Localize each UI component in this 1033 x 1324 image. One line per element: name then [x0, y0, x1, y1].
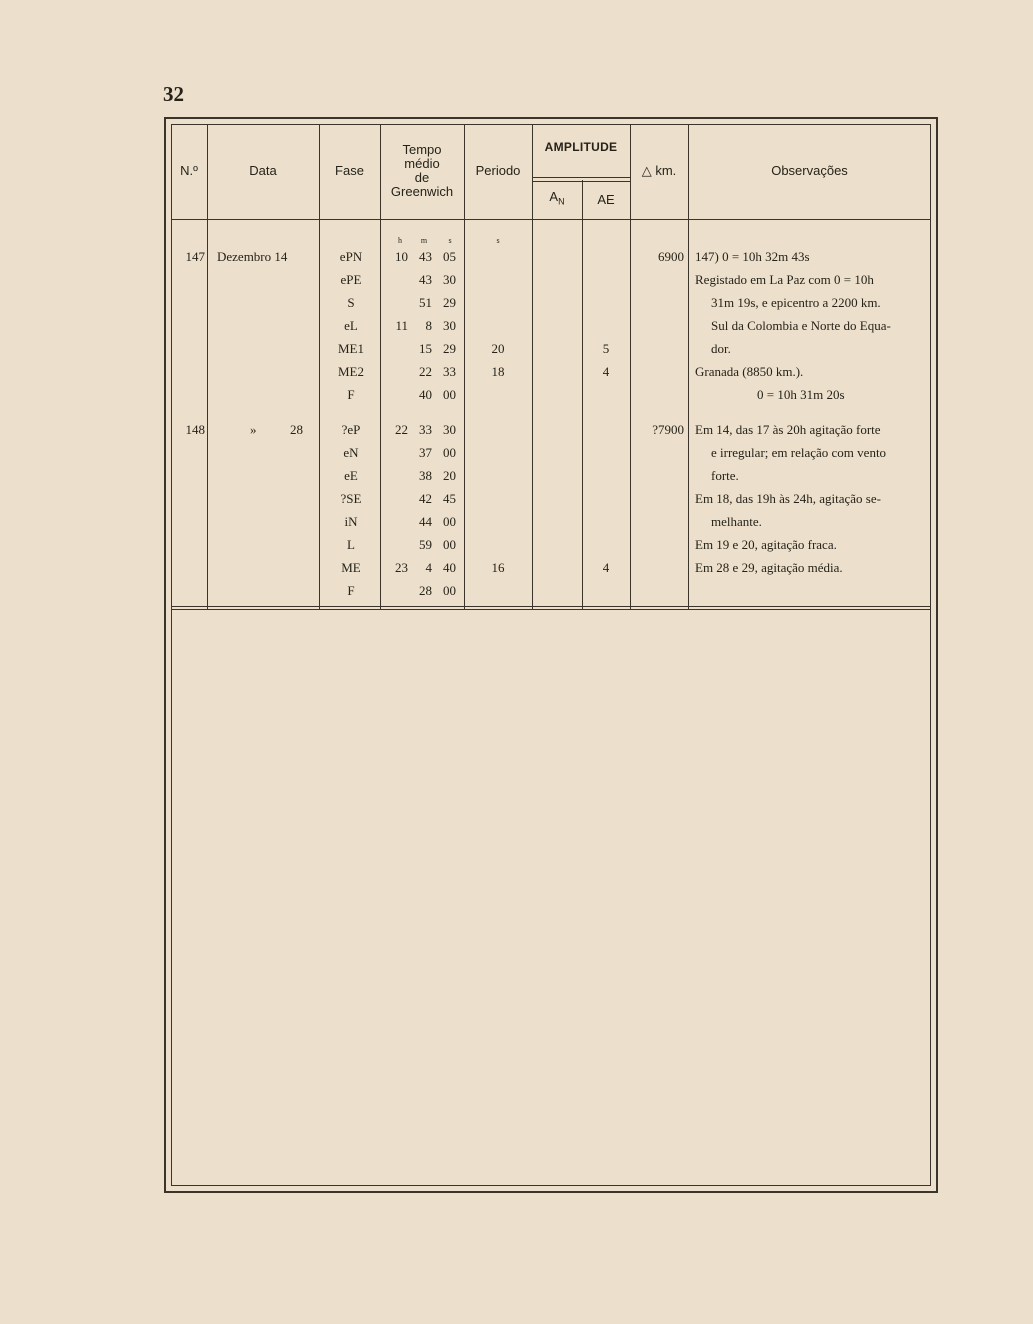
second-cell: 30: [443, 318, 456, 333]
fase-cell: F: [347, 583, 355, 598]
observation-line: Em 18, das 19h às 24h, agitação se-: [695, 491, 881, 506]
header-periodo: Periodo: [475, 163, 521, 178]
observation-line: Em 28 e 29, agitação média.: [695, 560, 843, 575]
minute-cell: 40: [419, 387, 432, 402]
record-148-date-day: 28: [290, 422, 303, 437]
observation-line: 31m 19s, e epicentro a 2200 km.: [711, 295, 881, 310]
minute-cell: 8: [425, 318, 432, 333]
record-147-observations: [695, 245, 933, 406]
observation-line: Em 19 e 20, agitação fraca.: [695, 537, 837, 552]
hour-cell: 22: [395, 422, 408, 437]
fase-cell: ME1: [338, 341, 364, 356]
header-an-letter: A: [549, 189, 559, 204]
ae-cell: 4: [602, 560, 610, 575]
amplitude-rule-2: [532, 181, 630, 182]
observation-line: melhante.: [711, 514, 762, 529]
record-147-date: Dezembro 14: [217, 249, 288, 264]
fase-cell: ME2: [338, 364, 364, 379]
periodo-cell: 20: [491, 341, 505, 356]
second-cell: 40: [443, 560, 456, 575]
hour-cell: 23: [395, 560, 408, 575]
minute-cell: 4: [425, 560, 432, 575]
delta-cell: ?7900: [652, 422, 684, 437]
body-bottom-rule-1: [171, 606, 931, 607]
ae-cell: 5: [602, 341, 610, 356]
minute-cell: 42: [419, 491, 432, 506]
unit-periodo: s: [496, 236, 500, 245]
record-148-num: 148: [185, 422, 205, 437]
col-rule-delta: [630, 124, 631, 610]
col-rule-ae: [582, 180, 583, 610]
header-tempo-line-2: médio: [404, 156, 440, 171]
header-ae: AE: [597, 192, 615, 207]
fase-cell: eE: [344, 468, 358, 483]
minute-cell: 28: [419, 583, 432, 598]
minute-cell: 44: [419, 514, 432, 529]
unit-hours: h: [398, 236, 402, 245]
page-number: 32: [163, 82, 184, 106]
col-rule-periodo: [464, 124, 465, 610]
minute-cell: 37: [419, 445, 432, 460]
record-148-date-ditto: »: [250, 422, 257, 437]
second-cell: 00: [443, 387, 456, 402]
header-observacoes: Observações: [771, 163, 848, 178]
minute-cell: 43: [419, 249, 432, 264]
observation-line: Sul da Colombia e Norte do Equa-: [711, 318, 891, 333]
col-rule-fase: [319, 124, 320, 610]
second-cell: 33: [443, 364, 456, 379]
header-tempo-line-1: Tempo: [402, 142, 442, 157]
fase-cell: L: [347, 537, 355, 552]
amplitude-rule-1: [532, 177, 630, 178]
delta-cell: 6900: [658, 249, 684, 264]
second-cell: 00: [443, 583, 456, 598]
fase-cell: ?SE: [340, 491, 362, 506]
second-cell: 00: [443, 514, 456, 529]
second-cell: 00: [443, 537, 456, 552]
second-cell: 00: [443, 445, 456, 460]
hour-cell: 10: [395, 249, 408, 264]
second-cell: 05: [443, 249, 456, 264]
periodo-cell: 18: [491, 364, 505, 379]
fase-cell: S: [347, 295, 355, 310]
body-bottom-rule-2: [171, 609, 931, 610]
unit-minutes: m: [420, 236, 428, 245]
observation-line: 0 = 10h 31m 20s: [757, 387, 845, 402]
minute-cell: 51: [419, 295, 432, 310]
observation-line: e irregular; em relação com vento: [711, 445, 887, 460]
header-tempo-line-3: de: [414, 170, 430, 185]
minute-cell: 43: [419, 272, 432, 287]
header-bottom-rule: [171, 219, 931, 220]
col-rule-data: [207, 124, 208, 610]
record-147-num: 147: [185, 249, 205, 264]
record-148-observations: [695, 418, 933, 579]
header-an-subscript: N: [558, 196, 565, 207]
header-delta-km: △ km.: [641, 163, 677, 178]
second-cell: 30: [443, 272, 456, 287]
observation-line: forte.: [711, 468, 739, 483]
periodo-cell: 16: [491, 560, 505, 575]
fase-cell: ME: [341, 560, 361, 575]
observation-line: Granada (8850 km.).: [695, 364, 804, 379]
fase-cell: eL: [344, 318, 358, 333]
observation-line: dor.: [711, 341, 731, 356]
header-tempo-line-4: Greenwich: [390, 184, 454, 199]
fase-cell: F: [347, 387, 355, 402]
minute-cell: 22: [419, 364, 432, 379]
fase-cell: ?eP: [341, 422, 361, 437]
unit-seconds: s: [448, 236, 452, 245]
header-an: [532, 190, 582, 209]
fase-cell: ePE: [340, 272, 362, 287]
observation-line: Em 14, das 17 às 20h agitação forte: [695, 422, 881, 437]
minute-cell: 33: [419, 422, 432, 437]
fase-cell: iN: [344, 514, 358, 529]
header-tempo: [380, 143, 464, 199]
observation-line: Registado em La Paz com 0 = 10h: [695, 272, 874, 287]
second-cell: 29: [443, 295, 456, 310]
header-num: N.º: [180, 163, 198, 178]
second-cell: 20: [443, 468, 456, 483]
header-amplitude: AMPLITUDE: [544, 140, 618, 154]
minute-cell: 38: [419, 468, 432, 483]
header-fase: Fase: [335, 163, 364, 178]
minute-cell: 15: [419, 341, 432, 356]
second-cell: 45: [443, 491, 456, 506]
observation-line: 147) 0 = 10h 32m 43s: [695, 249, 810, 264]
hour-cell: 11: [395, 318, 408, 333]
col-rule-obs: [688, 124, 689, 610]
ae-cell: 4: [602, 364, 610, 379]
second-cell: 30: [443, 422, 456, 437]
fase-cell: eN: [343, 445, 359, 460]
minute-cell: 59: [419, 537, 432, 552]
fase-cell: ePN: [339, 249, 363, 264]
header-data: Data: [249, 163, 277, 178]
second-cell: 29: [443, 341, 456, 356]
